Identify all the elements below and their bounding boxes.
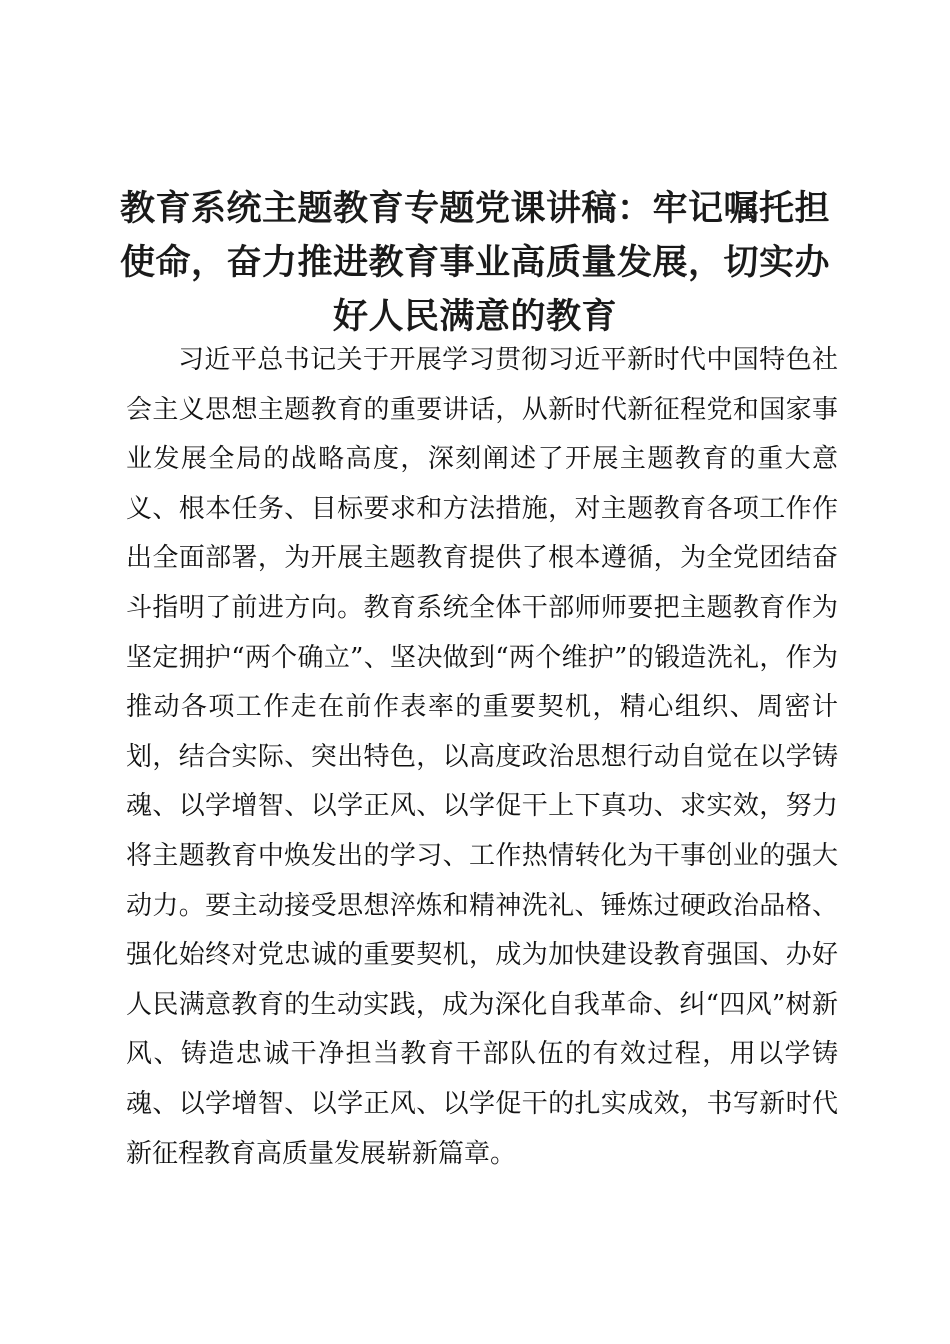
document-title: 教育系统主题教育专题党课讲稿：牢记嘱托担使命，奋力推进教育事业高质量发展，切实办好人民满意的教育: [119, 189, 830, 337]
body-paragraph: 习近平总书记关于开展学习贯彻习近平新时代中国特色社会主义思想主题教育的重要讲话，从新时代新征程党和国家事业发展全局的战略高度，深刻阐述了开展主题教育的重大意义、根本任务、目标要求和方法措施，对主题教育各项工作作出全面部署，为开展主题教育提供了根本遵循，为全党团结奋斗指明了前进方向。教育系统全体干部师师要把主题教育作为坚定拥护“两个确立”、坚决做到“两个维护”的锻造洗礼，作为推动各项工作走在前作表率的重要契机，精心组织、周密计划，结合实际、突出特色，以高度政治思想行动自觉在以学铸魂、以学增智、以学正风、以学促干上下真功、求实效，努力将主题教育中焕发出的学习、工作热情转化为干事创业的强大动力。要主动接受思想淬炼和精神洗礼、锤炼过硬政治品格、强化始终对党忠诚的重要契机，成为加快建设教育强国、办好人民满意教育的生动实践，成为深化自我革命、纠“四风”树新风、铸造忠诚干净担当教育干部队伍的有效过程，用以学铸魂、以学增智、以学正风、以学促干的扎实成效，书写新时代新征程教育高质量发展崭新篇章。: [126, 345, 838, 1169]
